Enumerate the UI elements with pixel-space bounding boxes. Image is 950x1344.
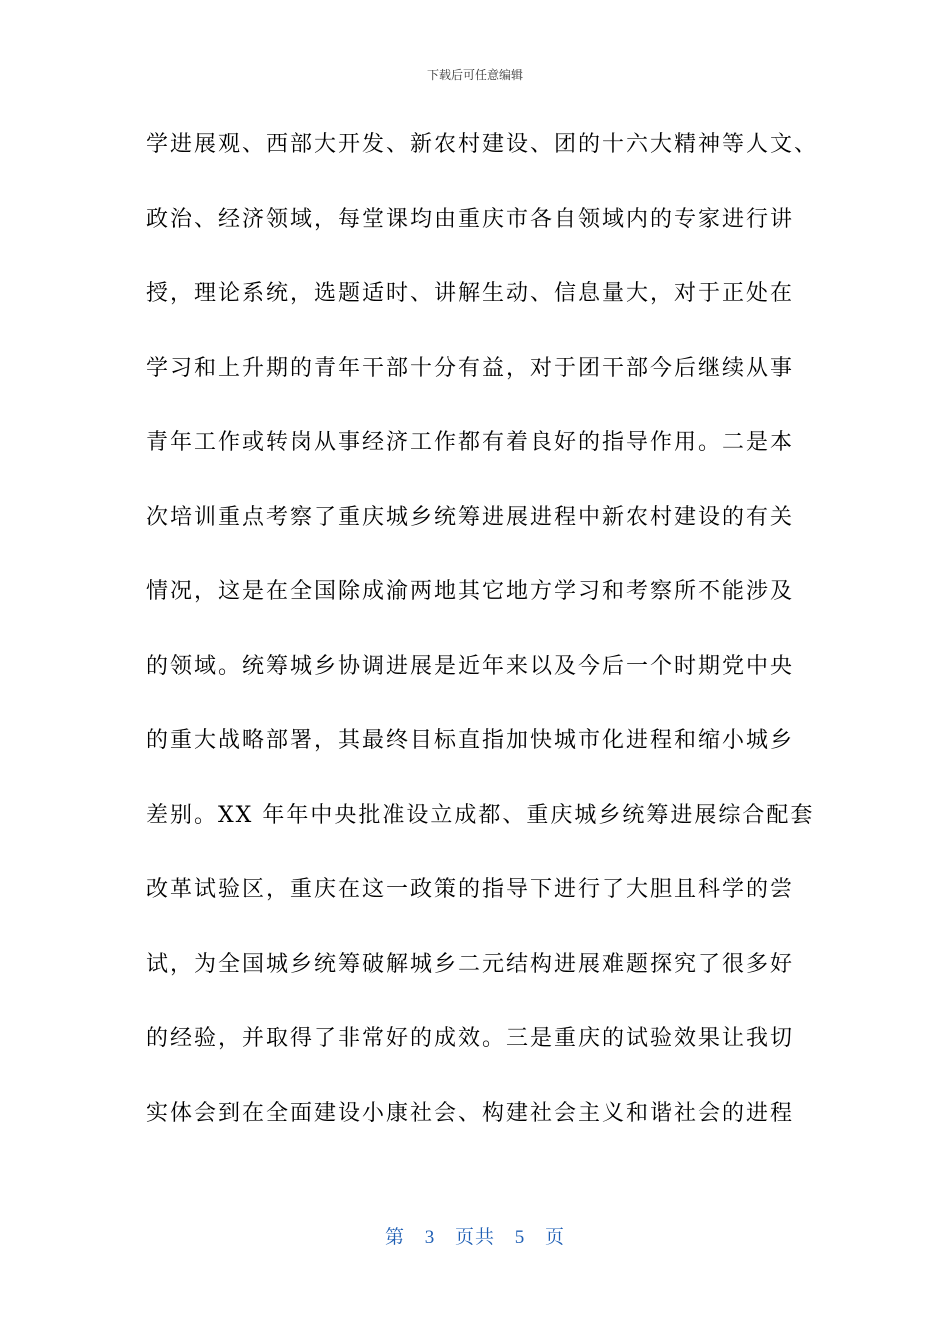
body-line: 政治、经济领域，每堂课均由重庆市各自领域内的专家进行讲	[146, 206, 795, 232]
body-line: 的经验，并取得了非常好的成效。三是重庆的试验效果让我切	[146, 1026, 795, 1051]
body-line: 学进展观、西部大开发、新农村建设、团的十六大精神等人文、	[146, 132, 819, 157]
body-line: 实体会到在全面建设小康社会、构建社会主义和谐社会的进程	[146, 1100, 795, 1126]
document-body	[146, 118, 819, 1161]
body-line: 情况，这是在全国除成渝两地其它地方学习和考察所不能涉及	[146, 579, 795, 604]
body-line: 的重大战略部署，其最终目标直指加快城市化进程和缩小城乡	[146, 728, 795, 753]
body-line: 授，理论系统，选题适时、讲解生动、信息量大，对于正处在	[146, 281, 795, 306]
footer-prefix: 第	[384, 1227, 405, 1248]
footer-suffix: 页	[545, 1227, 566, 1248]
body-line: 青年工作或转岗从事经济工作都有着良好的指导作用。二是本	[146, 430, 795, 455]
current-page-number: 3	[424, 1227, 436, 1248]
total-pages-number: 5	[514, 1227, 526, 1248]
body-line: 差别。XX 年年中央批准设立成都、重庆城乡统筹进展综合配套	[146, 802, 815, 828]
footer-middle: 页共	[454, 1227, 495, 1248]
body-line: 改革试验区，重庆在这一政策的指导下进行了大胆且科学的尝	[146, 877, 795, 902]
body-line: 试，为全国城乡统筹破解城乡二元结构进展难题探究了很多好	[146, 951, 795, 977]
body-line: 的领域。统筹城乡协调进展是近年来以及今后一个时期党中央	[146, 653, 795, 679]
page-footer	[0, 1226, 950, 1250]
body-line: 次培训重点考察了重庆城乡统筹进展进程中新农村建设的有关	[146, 504, 795, 530]
body-line: 学习和上升期的青年干部十分有益，对于团干部今后继续从事	[146, 355, 795, 381]
page-header: 下载后可任意编辑	[426, 68, 523, 82]
